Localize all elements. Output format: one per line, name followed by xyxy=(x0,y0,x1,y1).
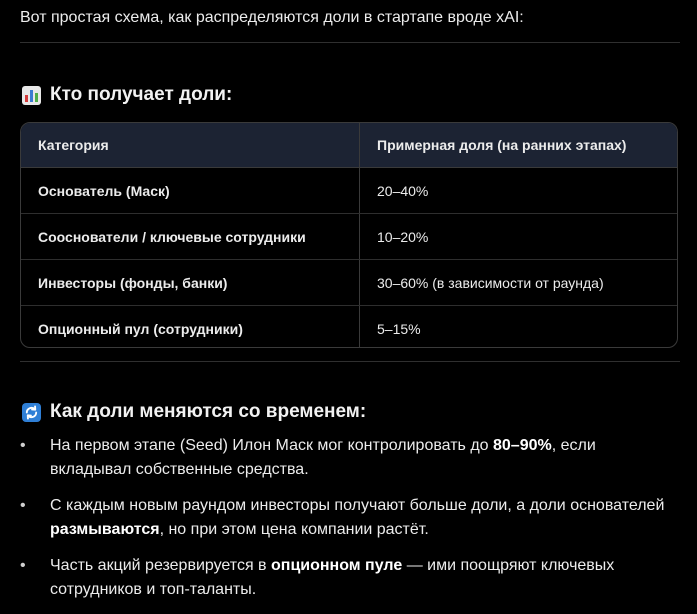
table-row xyxy=(21,214,677,260)
bar-chart-icon xyxy=(22,86,41,105)
column-header-share: Примерная доля (на ранних этапах) xyxy=(360,123,678,168)
table-cell-category: Опционный пул (сотрудники) xyxy=(21,306,360,349)
intro-text: Вот простая схема, как распределяются доли в стартапе вроде xAI: xyxy=(20,9,524,26)
column-header-category: Категория xyxy=(21,123,360,168)
list-item: • На первом этапе (Seed) Илон Маск мог контролировать до 80–90%, если вкладывал собственные средства. xyxy=(20,434,680,482)
refresh-arrows-icon xyxy=(22,403,41,422)
table-row xyxy=(21,306,677,349)
list-item: • С каждым новым раундом инвесторы получают больше доли, а доли основателей размываются, но при этом цена компании растёт. xyxy=(20,494,680,542)
divider xyxy=(20,361,680,362)
section-title: Кто получает доли: xyxy=(50,84,233,105)
table-cell-share: 5–15% xyxy=(377,320,421,337)
bullet: • xyxy=(20,497,26,514)
bullet: • xyxy=(20,437,26,454)
section-heading-dilution xyxy=(22,399,366,425)
table-cell-share: 30–60% (в зависимости от раунда) xyxy=(360,260,678,306)
dilution-list xyxy=(20,434,680,614)
table-cell-share: 10–20% xyxy=(360,214,678,260)
bullet: • xyxy=(20,557,26,574)
section-title: Как доли меняются со временем: xyxy=(50,401,367,422)
table-cell-category: Основатель (Маск) xyxy=(21,168,360,214)
table-header-row xyxy=(21,123,677,168)
section-heading-shares xyxy=(22,82,232,108)
shares-table xyxy=(20,122,678,348)
table-cell-category: Сооснователи / ключевые сотрудники xyxy=(21,214,360,260)
table-cell-share: 20–40% xyxy=(360,168,678,214)
list-item: • Часть акций резервируется в опционном пуле — ими поощряют ключевых сотрудников и топ-таланты. xyxy=(20,554,680,602)
table-cell-category: Инвесторы (фонды, банки) xyxy=(21,260,360,306)
table-row xyxy=(21,168,677,214)
table-row xyxy=(21,260,677,306)
divider xyxy=(20,42,680,43)
